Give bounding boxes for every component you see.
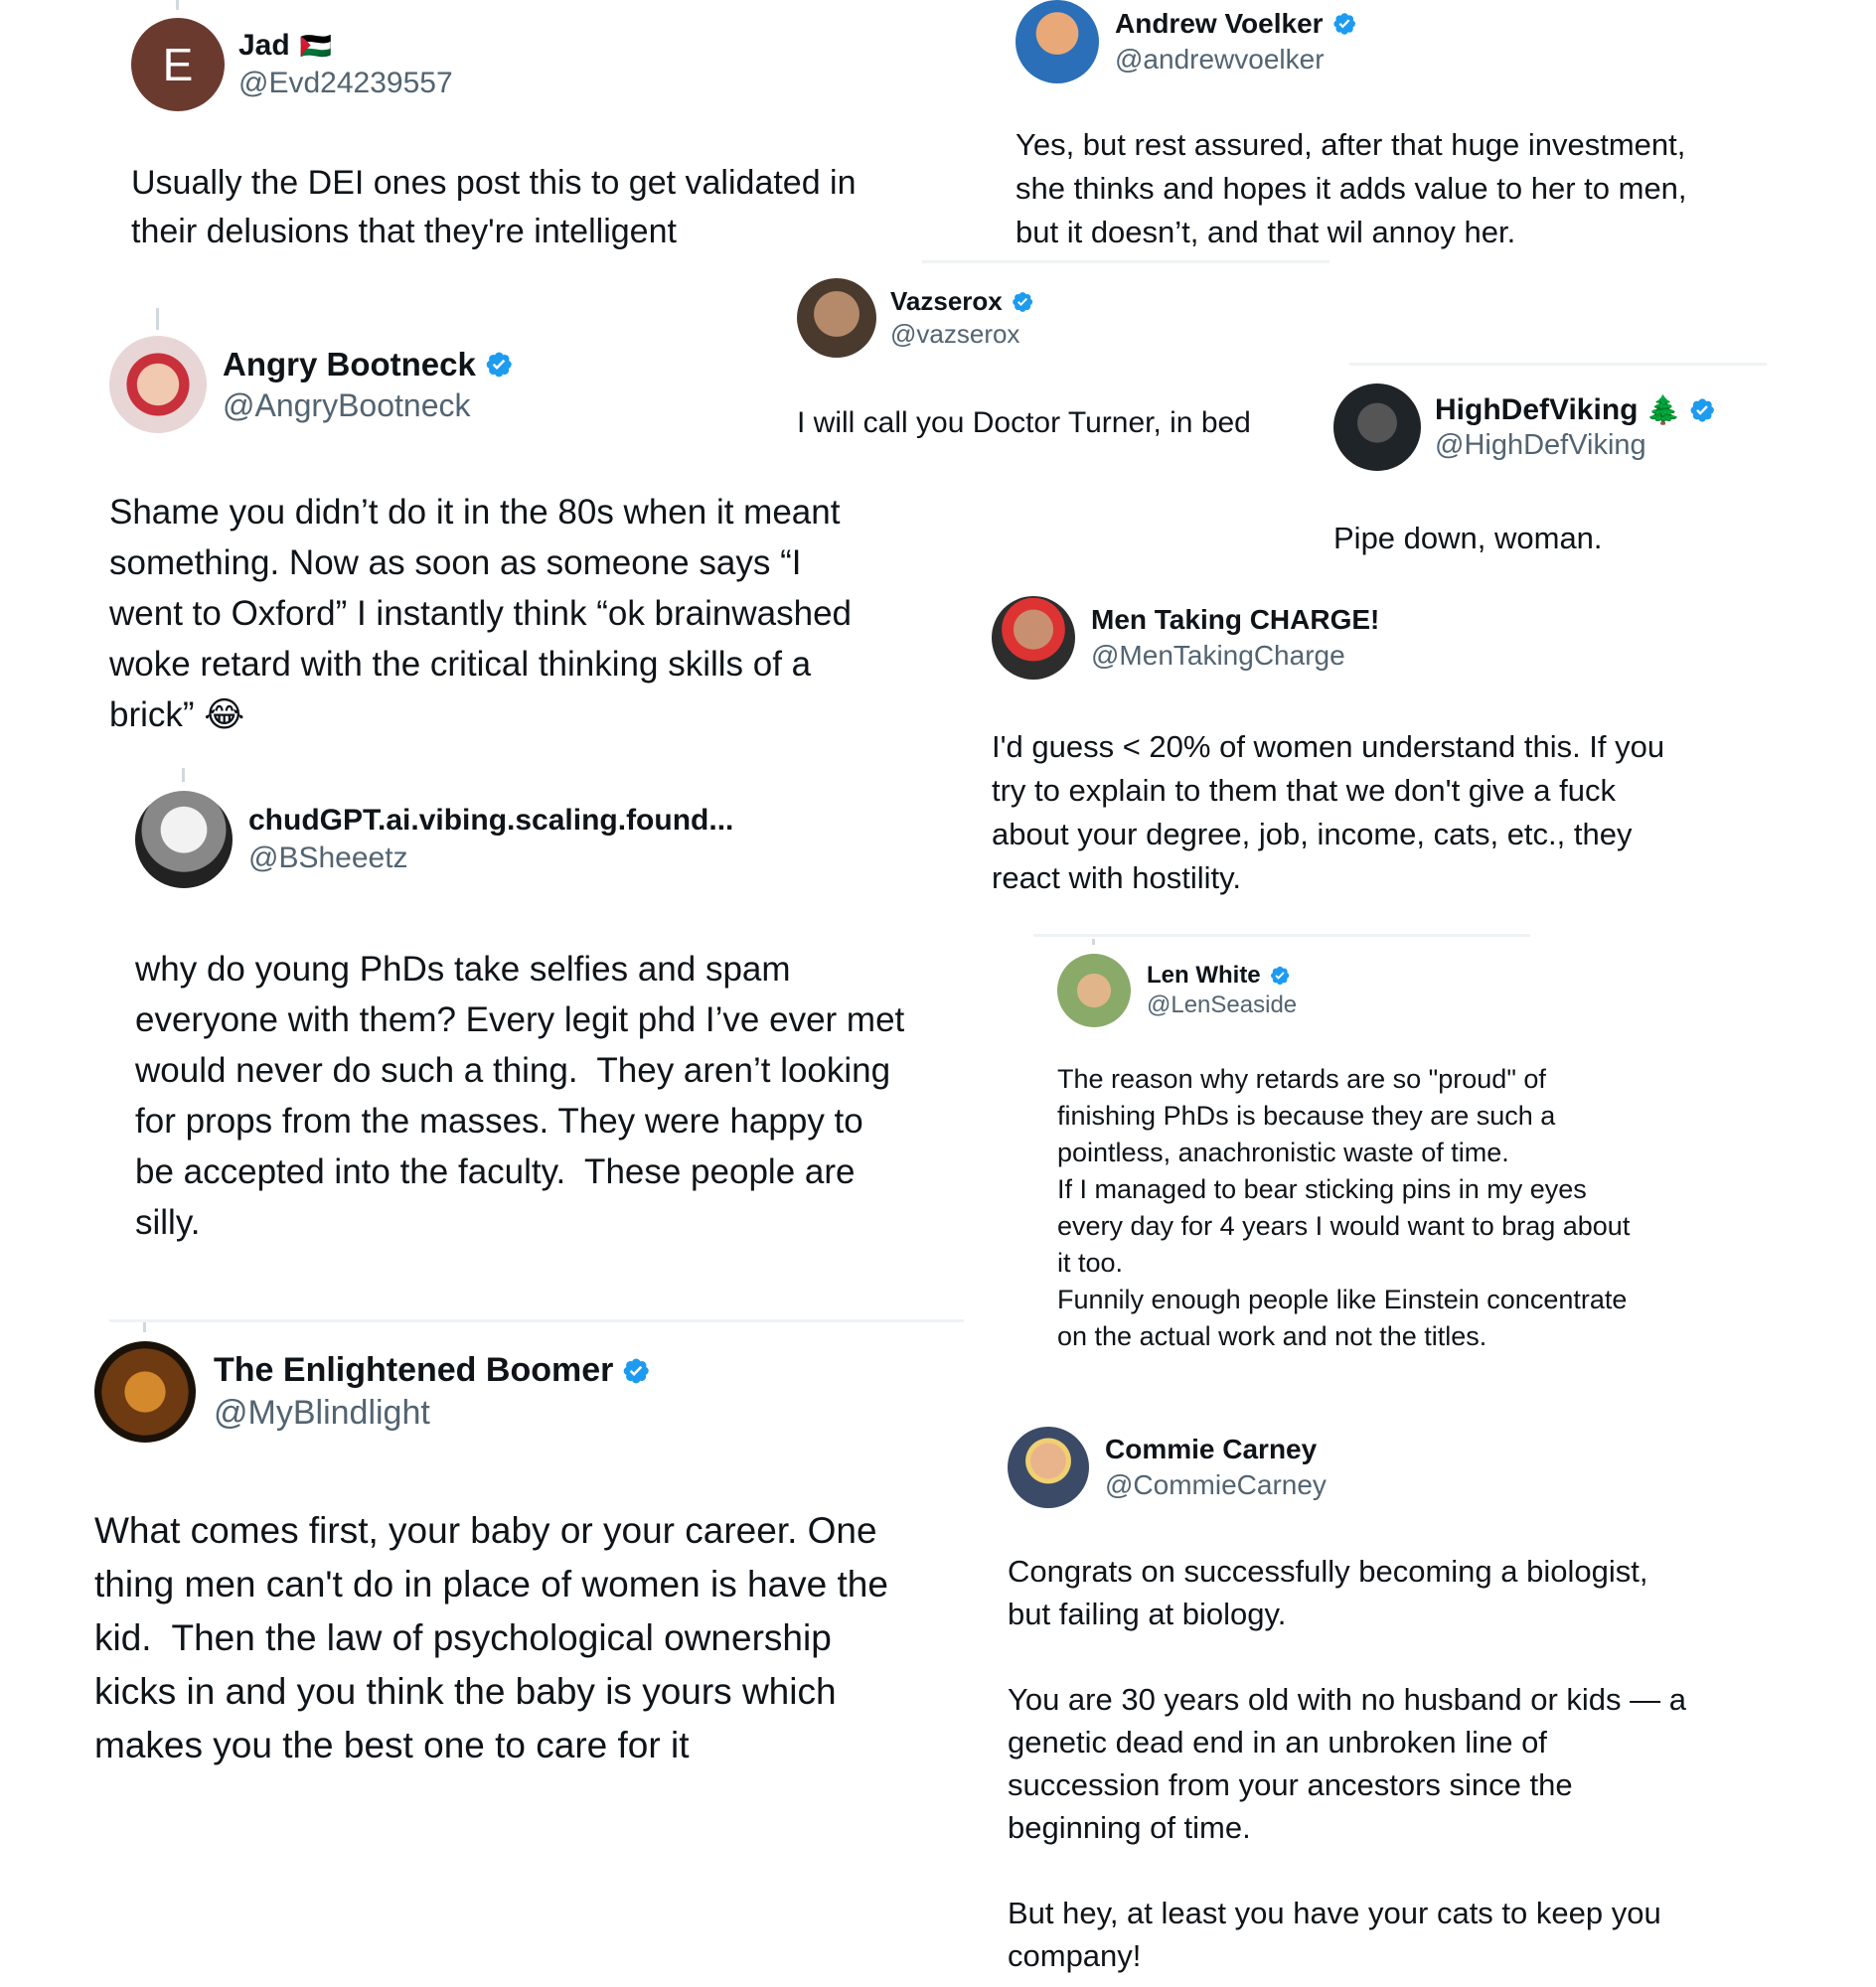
- author-handle[interactable]: @AngryBootneck: [223, 386, 471, 423]
- author-name[interactable]: Commie Carney: [1105, 1434, 1318, 1464]
- author-handle[interactable]: @Evd24239557: [238, 67, 453, 99]
- thread-tick: [143, 1322, 146, 1332]
- tweet-chudgpt[interactable]: [135, 791, 970, 1248]
- thread-tick: [176, 0, 179, 10]
- author-name[interactable]: HighDefViking: [1435, 392, 1639, 426]
- tweet-text: Pipe down, woman.: [1333, 521, 1603, 555]
- avatar[interactable]: [992, 596, 1075, 680]
- verified-badge-icon: [621, 1356, 651, 1386]
- verified-badge-icon: [1269, 965, 1291, 987]
- tweet-len-white[interactable]: [1057, 954, 1753, 1371]
- verified-badge-icon: [1688, 396, 1716, 424]
- author-name[interactable]: chudGPT.ai.vibing.scaling.found...: [248, 804, 734, 837]
- tweet-text: What comes first, your baby or your career. One thing men can't do in place of women is have the kid. Then the law of psychological ownership kicks in and you think the baby is yours which makes you the best one to care for it: [94, 1510, 888, 1765]
- tweet-men-taking-charge[interactable]: [992, 596, 1826, 904]
- tweet-enlightened-boomer[interactable]: [94, 1341, 989, 1778]
- verified-badge-icon: [1331, 11, 1357, 37]
- avatar[interactable]: [109, 336, 207, 433]
- avatar[interactable]: [1016, 0, 1099, 83]
- author-handle[interactable]: @andrewvoelker: [1115, 44, 1325, 75]
- thread-tick: [1092, 939, 1095, 945]
- tweet-text: Usually the DEI ones post this to get validated in their delusions that they're intelligent: [131, 164, 857, 250]
- author-name[interactable]: Len White: [1147, 962, 1261, 989]
- verified-badge-icon: [1011, 290, 1034, 314]
- divider: [1033, 934, 1530, 937]
- author-handle[interactable]: @HighDefViking: [1435, 428, 1646, 461]
- tree-emoji-icon: 🌲: [1645, 394, 1681, 425]
- author-name[interactable]: Angry Bootneck: [223, 345, 476, 382]
- tweet-text: I will call you Doctor Turner, in bed: [797, 406, 1251, 439]
- author-handle[interactable]: @BSheeetz: [248, 841, 408, 874]
- avatar[interactable]: [1057, 954, 1131, 1027]
- author-handle[interactable]: @MyBlindlight: [214, 1394, 430, 1432]
- avatar-letter: E: [162, 39, 194, 90]
- tweet-andrew-voelker[interactable]: [1016, 0, 1830, 253]
- author-handle[interactable]: @CommieCarney: [1105, 1469, 1327, 1500]
- divider: [1349, 363, 1767, 366]
- author-handle[interactable]: @LenSeaside: [1147, 992, 1298, 1018]
- author-name[interactable]: Andrew Voelker: [1115, 8, 1324, 39]
- avatar[interactable]: [1333, 383, 1421, 471]
- divider: [922, 260, 1329, 263]
- author-handle[interactable]: @MenTakingCharge: [1091, 640, 1345, 671]
- tweet-text: Congrats on successfully becoming a biologist, but failing at biology. You are 30 years old with no husband or kids — a genetic dead end in an unbroken line of succession from your ancestors since the beginning of time. But hey, at least you have your cats to keep you company!: [1008, 1554, 1686, 1973]
- avatar[interactable]: [1008, 1427, 1089, 1508]
- tweet-highdefviking[interactable]: [1333, 383, 1830, 562]
- tweet-jad[interactable]: [131, 18, 906, 256]
- tweet-text: why do young PhDs take selfies and spam everyone with them? Every legit phd I’ve ever met would never do such a thing. They aren’t looking for props from the masses. They were happy to be accepted into the faculty. These people are silly.: [135, 950, 905, 1242]
- avatar[interactable]: [94, 1341, 196, 1443]
- tweet-text: I'd guess < 20% of women understand this. If you try to explain to them that we don't give a fuck about your degree, job, income, cats, etc., they react with hostility.: [992, 729, 1665, 895]
- tweet-text: Yes, but rest assured, after that huge investment, she thinks and hopes it adds value to her to men, but it doesn’t, and that wil annoy her.: [1016, 127, 1687, 249]
- verified-badge-icon: [484, 350, 514, 380]
- author-name[interactable]: The Enlightened Boomer: [214, 1351, 614, 1389]
- tweet-text: The reason why retards are so "proud" of finishing PhDs is because they are such a pointless, anachronistic waste of time. If I managed to bear sticking pins in my eyes every day for 4 years I would want to brag about it too. Funnily enough people like Einstein concentrate on the actual work and not the titles.: [1057, 1064, 1631, 1351]
- thread-tick: [182, 768, 185, 782]
- author-handle[interactable]: @vazserox: [890, 319, 1020, 349]
- tweet-angry-bootneck[interactable]: [109, 336, 964, 743]
- tweet-text: Shame you didn’t do it in the 80s when it meant something. Now as soon as someone says “I went to Oxford” I instantly think “ok brainwashed woke retard with the critical thinking skills of a brick” 😂: [109, 493, 853, 734]
- avatar[interactable]: [135, 791, 233, 888]
- divider: [109, 1319, 964, 1322]
- thread-tick: [156, 308, 159, 330]
- author-name[interactable]: Vazserox: [890, 286, 1003, 316]
- author-name[interactable]: Men Taking CHARGE!: [1091, 604, 1380, 635]
- palestine-flag-icon: 🇵🇸: [299, 30, 333, 61]
- author-name[interactable]: Jad: [238, 29, 290, 62]
- avatar[interactable]: [131, 18, 225, 111]
- tweet-commie-carney[interactable]: [1008, 1427, 1832, 1983]
